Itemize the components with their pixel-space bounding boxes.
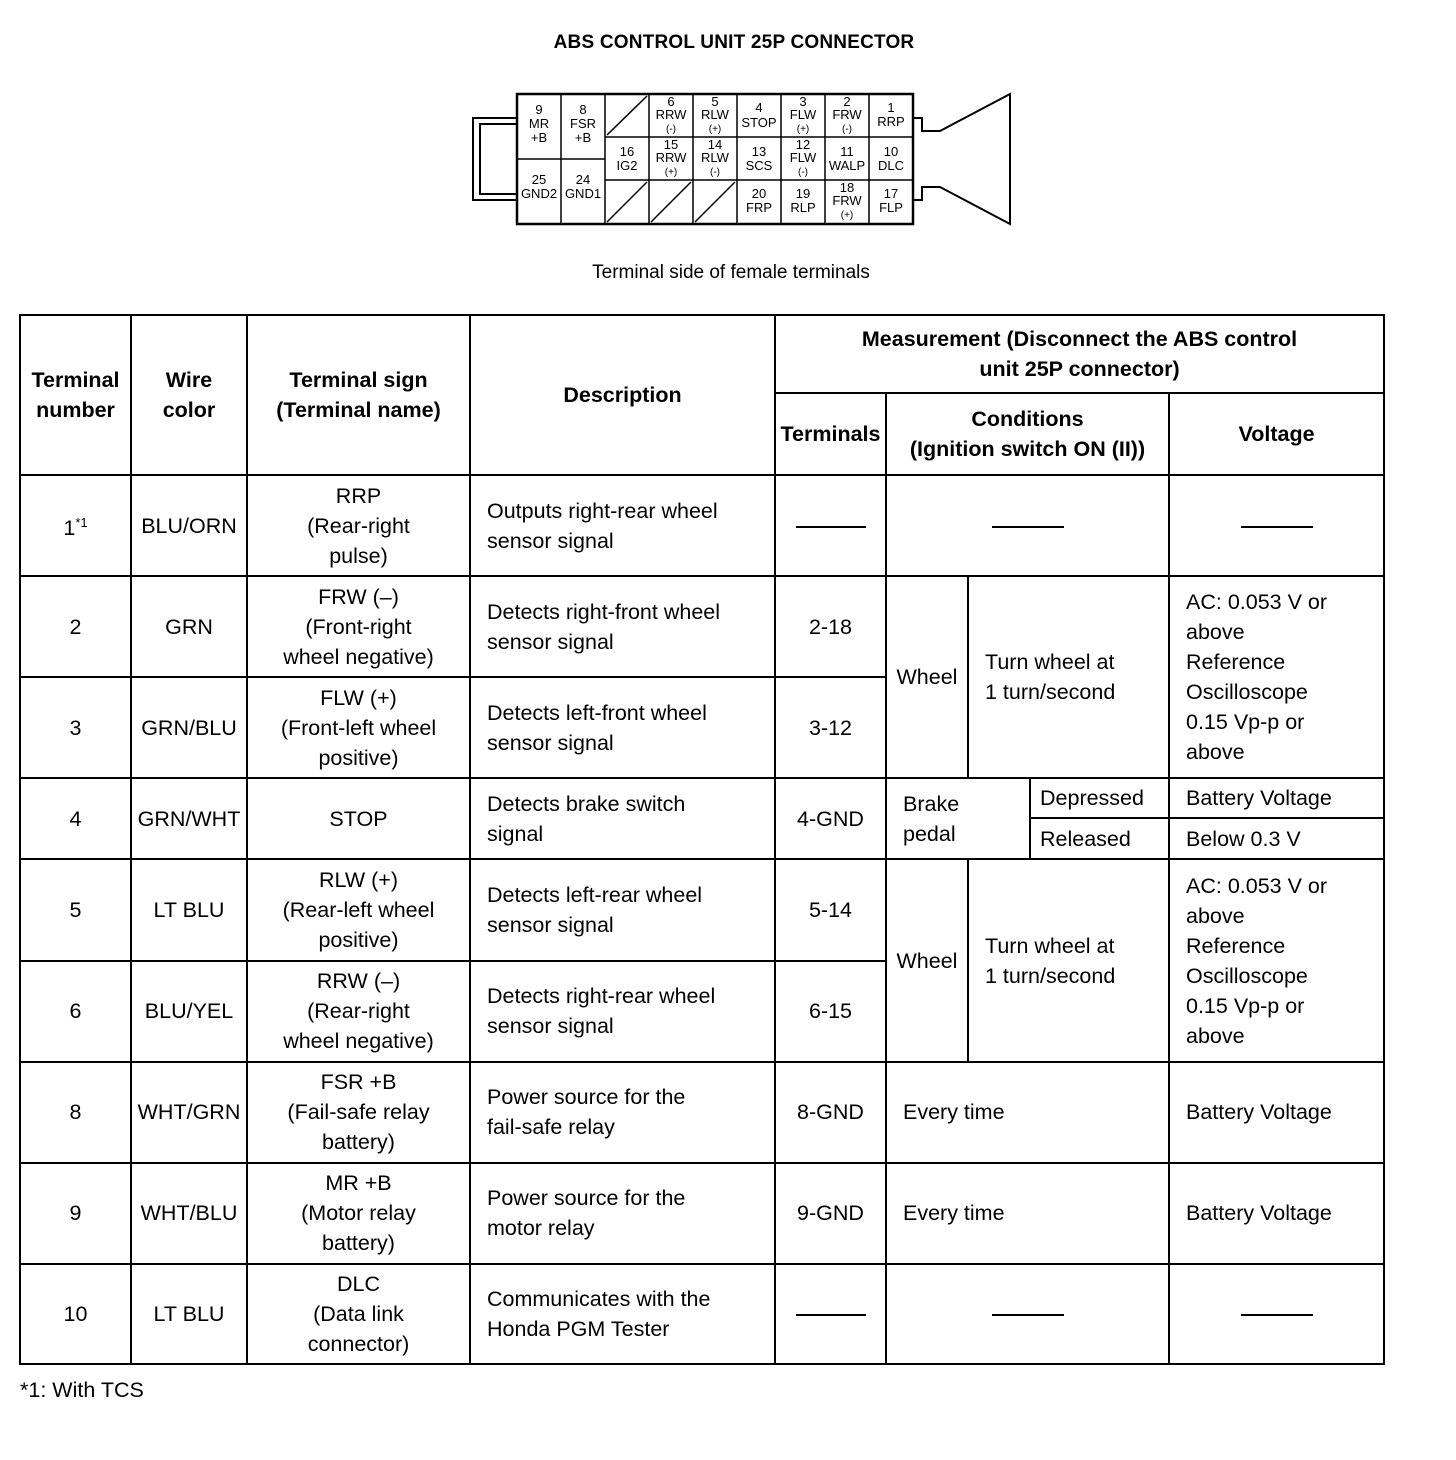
cell-terminals: 3-12 bbox=[775, 677, 886, 778]
pin-25-sign: GND2 bbox=[520, 186, 558, 201]
connector-caption: Terminal side of female terminals bbox=[592, 262, 870, 283]
cell-wire-color: GRN/BLU bbox=[131, 677, 247, 778]
pin-24-sign: GND1 bbox=[564, 186, 602, 201]
cell-description: Outputs right-rear wheel sensor signal bbox=[470, 475, 775, 576]
pin-10-num: 10 bbox=[883, 144, 899, 159]
pin-24-num: 24 bbox=[575, 172, 591, 187]
pin-2-pol: (-) bbox=[842, 124, 852, 135]
cell-condition-depressed: Depressed bbox=[1030, 778, 1169, 818]
dash bbox=[1241, 1314, 1313, 1316]
cell-voltage-below: Below 0.3 V bbox=[1169, 818, 1384, 859]
cell-terminal-number: 3 bbox=[20, 677, 131, 778]
header-terminals: Terminals bbox=[775, 393, 886, 475]
pin-14-pol: (-) bbox=[710, 167, 720, 178]
cell-terminal-number: 4 bbox=[20, 778, 131, 859]
table-row bbox=[20, 1163, 1384, 1264]
pin-19-sign: RLP bbox=[790, 200, 816, 215]
cell-terminal-number: 5 bbox=[20, 859, 131, 960]
pin-18-sign: FRW bbox=[832, 193, 862, 208]
cell-terminal-number: 10 bbox=[20, 1264, 131, 1364]
pin-14-sign: RLW bbox=[701, 150, 729, 165]
table-row bbox=[20, 1264, 1384, 1364]
cell-terminal-sign: FSR +B (Fail-safe relay battery) bbox=[247, 1062, 470, 1163]
cell-terminal-number: 2 bbox=[20, 576, 131, 677]
pin-15-pol: (+) bbox=[664, 167, 678, 178]
pin-15-sign: RRW bbox=[655, 150, 687, 165]
cell-voltage-ac: AC: 0.053 V or above Reference Oscilloscope 0.15 Vp-p or above bbox=[1169, 576, 1384, 778]
cell-conditions: Every time bbox=[886, 1163, 1169, 1264]
cell-condition-released: Released bbox=[1030, 818, 1169, 859]
pin-3-pol: (+) bbox=[796, 124, 810, 135]
cell-description: Detects right-rear wheel sensor signal bbox=[470, 961, 775, 1062]
cell-wire-color: LT BLU bbox=[131, 859, 247, 960]
pin-3-sign: FLW bbox=[789, 107, 817, 122]
page-title: ABS CONTROL UNIT 25P CONNECTOR bbox=[553, 32, 915, 53]
pin-9-sign: MR bbox=[528, 116, 550, 131]
pin-16-num: 16 bbox=[619, 144, 635, 159]
cell-wire-color: BLU/YEL bbox=[131, 961, 247, 1062]
pin-2-sign: FRW bbox=[832, 107, 862, 122]
cell-wire-color: GRN bbox=[131, 576, 247, 677]
pin-8-num: 8 bbox=[579, 102, 587, 117]
cell-terminal-number: 8 bbox=[20, 1062, 131, 1163]
pin-6-sign: RRW bbox=[655, 107, 687, 122]
pin-9-pol: +B bbox=[530, 130, 548, 145]
pin-16-sign: IG2 bbox=[616, 158, 638, 173]
pin-20-num: 20 bbox=[751, 186, 767, 201]
pin-5-pol: (+) bbox=[708, 124, 722, 135]
footnote: *1: With TCS bbox=[20, 1378, 144, 1402]
cell-terminal-number: 9 bbox=[20, 1163, 131, 1264]
pin-2-num: 2 bbox=[843, 94, 851, 109]
pin-17-num: 17 bbox=[883, 186, 899, 201]
pin-19-num: 19 bbox=[795, 186, 811, 201]
pin-18-num: 18 bbox=[839, 180, 855, 195]
cell-terminal-sign: RRW (–) (Rear-right wheel negative) bbox=[247, 961, 470, 1062]
cell-description: Power source for the fail-safe relay bbox=[470, 1062, 775, 1163]
cell-terminal-number: 1$^{*1}$ bbox=[20, 475, 131, 576]
cell-description: Communicates with the Honda PGM Tester bbox=[470, 1264, 775, 1364]
pin-14-num: 14 bbox=[707, 137, 723, 152]
pin-6-pol: (-) bbox=[666, 124, 676, 135]
pin-4-num: 4 bbox=[755, 100, 763, 115]
cell-terminals: 4-GND bbox=[775, 778, 886, 859]
pin-15-num: 15 bbox=[663, 137, 679, 152]
pin-1-num: 1 bbox=[887, 100, 895, 115]
pin-20-sign: FRP bbox=[746, 200, 772, 215]
cell-description: Detects brake switch signal bbox=[470, 778, 775, 859]
cell-terminal-sign: RLW (+) (Rear-left wheel positive) bbox=[247, 859, 470, 960]
pin-6-num: 6 bbox=[667, 94, 675, 109]
cell-condition-wheel: Wheel bbox=[886, 859, 968, 1061]
header-conditions: Conditions (Ignition switch ON (II)) bbox=[886, 393, 1169, 475]
cell-terminal-sign: FRW (–) (Front-right wheel negative) bbox=[247, 576, 470, 677]
cell-conditions bbox=[886, 475, 1169, 576]
pin-25-num: 25 bbox=[531, 172, 547, 187]
cell-wire-color: LT BLU bbox=[131, 1264, 247, 1364]
cell-description: Detects right-front wheel sensor signal bbox=[470, 576, 775, 677]
cell-terminal-sign: FLW (+) (Front-left wheel positive) bbox=[247, 677, 470, 778]
pin-8-sign: FSR bbox=[570, 116, 596, 131]
cell-voltage: Battery Voltage bbox=[1169, 1062, 1384, 1163]
pin-17-sign: FLP bbox=[879, 200, 903, 215]
cell-voltage-battery: Battery Voltage bbox=[1169, 778, 1384, 818]
table-row bbox=[20, 778, 1384, 818]
pin-12-pol: (-) bbox=[798, 167, 808, 178]
cell-wire-color: WHT/BLU bbox=[131, 1163, 247, 1264]
cell-terminals bbox=[775, 475, 886, 576]
pin-18-pol: (+) bbox=[840, 210, 854, 221]
terminal-table bbox=[19, 314, 1385, 1365]
pin-1-sign: RRP bbox=[877, 114, 905, 129]
cell-terminal-sign: RRP (Rear-right pulse) bbox=[247, 475, 470, 576]
pin-13-num: 13 bbox=[751, 144, 767, 159]
table-row bbox=[20, 576, 1384, 677]
cell-conditions: Every time bbox=[886, 1062, 1169, 1163]
cell-terminals: 9-GND bbox=[775, 1163, 886, 1264]
cell-description: Detects left-front wheel sensor signal bbox=[470, 677, 775, 778]
cell-terminal-sign: MR +B (Motor relay battery) bbox=[247, 1163, 470, 1264]
pin-8-pol: +B bbox=[574, 130, 592, 145]
cell-conditions bbox=[886, 1264, 1169, 1364]
dash bbox=[992, 526, 1064, 528]
cell-description: Power source for the motor relay bbox=[470, 1163, 775, 1264]
table-row bbox=[20, 475, 1384, 576]
pin-3-num: 3 bbox=[799, 94, 807, 109]
cell-voltage bbox=[1169, 1264, 1384, 1364]
pin-12-num: 12 bbox=[795, 137, 811, 152]
cell-description: Detects left-rear wheel sensor signal bbox=[470, 859, 775, 960]
cell-terminals: 8-GND bbox=[775, 1062, 886, 1163]
header-voltage: Voltage bbox=[1169, 393, 1384, 475]
table-row bbox=[20, 859, 1384, 960]
cell-terminals bbox=[775, 1264, 886, 1364]
dash bbox=[1241, 526, 1313, 528]
cell-terminal-sign: DLC (Data link connector) bbox=[247, 1264, 470, 1364]
cell-wire-color: WHT/GRN bbox=[131, 1062, 247, 1163]
pin-12-sign: FLW bbox=[789, 150, 817, 165]
cell-terminals: 2-18 bbox=[775, 576, 886, 677]
cell-condition-turn: Turn wheel at 1 turn/second bbox=[968, 576, 1169, 778]
cell-terminal-sign: STOP bbox=[247, 778, 470, 859]
cell-condition-turn: Turn wheel at 1 turn/second bbox=[968, 859, 1169, 1061]
cell-wire-color: GRN/WHT bbox=[131, 778, 247, 859]
pin-13-sign: SCS bbox=[745, 158, 773, 173]
header-description: Description bbox=[470, 315, 775, 475]
cell-voltage bbox=[1169, 475, 1384, 576]
cell-wire-color: BLU/ORN bbox=[131, 475, 247, 576]
dash bbox=[796, 1314, 866, 1316]
header-terminal-number: Terminal number bbox=[20, 315, 131, 475]
cell-terminal-number: 6 bbox=[20, 961, 131, 1062]
pin-5-num: 5 bbox=[711, 94, 719, 109]
pin-9-num: 9 bbox=[535, 102, 543, 117]
header-terminal-sign: Terminal sign (Terminal name) bbox=[247, 315, 470, 475]
cell-terminals: 6-15 bbox=[775, 961, 886, 1062]
pin-4-sign: STOP bbox=[741, 115, 777, 130]
connector-diagram bbox=[470, 92, 1015, 227]
cell-condition-wheel: Wheel bbox=[886, 576, 968, 778]
table-row bbox=[20, 1062, 1384, 1163]
cell-voltage-ac: AC: 0.053 V or above Reference Oscilloscope 0.15 Vp-p or above bbox=[1169, 859, 1384, 1061]
pin-10-sign: DLC bbox=[877, 158, 905, 173]
pin-5-sign: RLW bbox=[701, 107, 729, 122]
cell-condition-brake: Brake pedal bbox=[886, 778, 1030, 859]
header-wire-color: Wire color bbox=[131, 315, 247, 475]
dash bbox=[992, 1314, 1064, 1316]
pin-11-num: 11 bbox=[840, 144, 854, 159]
dash bbox=[796, 526, 866, 528]
cell-voltage: Battery Voltage bbox=[1169, 1163, 1384, 1264]
header-measurement: Measurement (Disconnect the ABS control unit 25P connector) bbox=[775, 315, 1384, 393]
pin-11-sign: WALP bbox=[828, 158, 866, 173]
cell-terminals: 5-14 bbox=[775, 859, 886, 960]
